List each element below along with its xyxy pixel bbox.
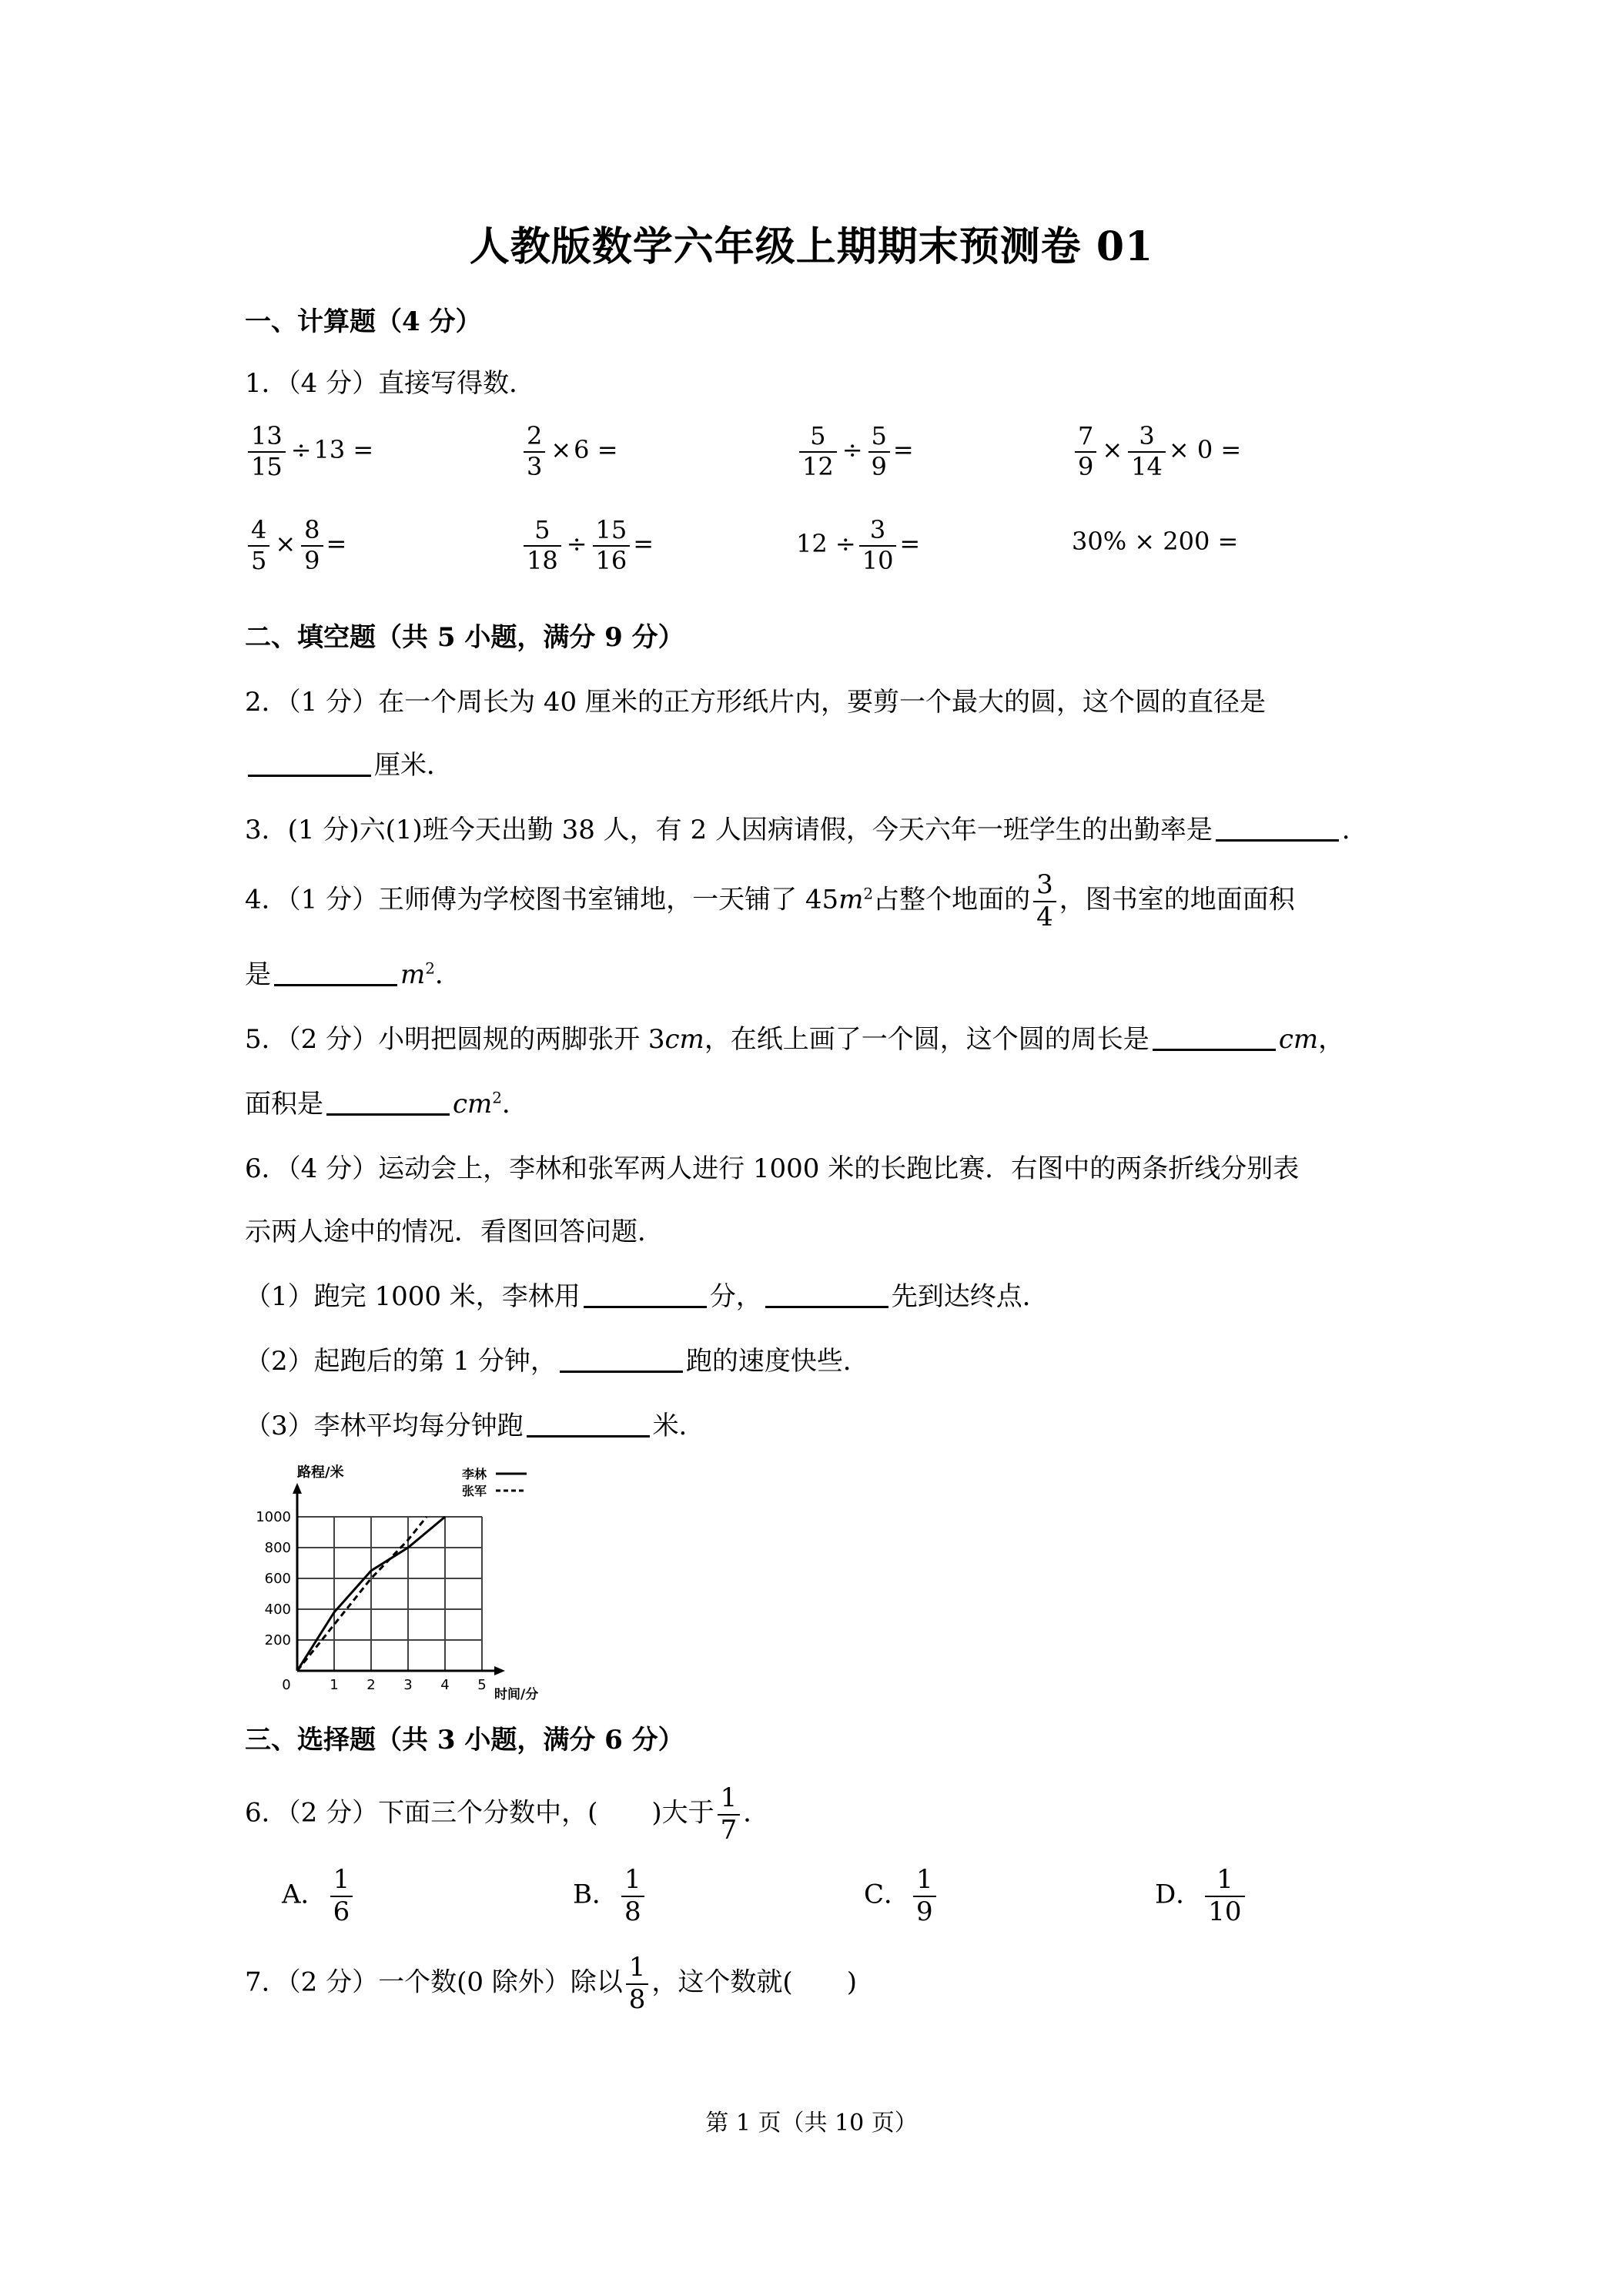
calc-item-3: $\frac{5}{12}$ ÷ $\frac{5}{9}$ =: [796, 423, 914, 480]
calc-item-5: $\frac{4}{5}$ × $\frac{8}{9}$ =: [245, 517, 346, 574]
calc-item-8: 30% × 200 =: [1072, 527, 1239, 556]
section-3-heading: 三、选择题（共 3 小题，满分 6 分）: [245, 1725, 684, 1755]
answer-blank[interactable]: [1216, 815, 1339, 842]
legend-label: 张军: [462, 1484, 487, 1498]
question-2: 2．（1 分）在一个周长为 40 厘米的正方形纸片内，要剪一个最大的圆，这个圆的直径是: [245, 687, 1266, 718]
answer-blank[interactable]: [274, 959, 397, 986]
y-tick-label: 1000: [256, 1509, 291, 1525]
question-5-cont: 面积是 $cm^2$．: [245, 1088, 529, 1120]
answer-blank[interactable]: [584, 1281, 707, 1308]
question-6-part-3: （3）李林平均每分钟跑 米．: [245, 1411, 705, 1441]
x-axis-label: 时间/分: [494, 1687, 539, 1702]
option-d[interactable]: D． $\frac{1}{10}$: [1155, 1866, 1248, 1926]
y-tick-label: 600: [264, 1571, 291, 1587]
answer-blank[interactable]: [560, 1346, 683, 1373]
calc-item-6: $\frac{5}{18}$ ÷ $\frac{15}{16}$ =: [520, 517, 654, 574]
x-tick-label: 5: [477, 1677, 487, 1693]
question-2-cont: 厘米．: [245, 744, 453, 782]
x-tick-label: 1: [330, 1677, 339, 1693]
y-tick-label: 800: [264, 1540, 291, 1556]
legend-label: 李林: [462, 1467, 487, 1481]
x-tick-label: 2: [366, 1677, 376, 1693]
question-7: 7．（2 分）一个数(0 除外）除以 $\frac{1}{8}$ ，这个数就( ): [245, 1952, 857, 2015]
page-footer: 第 1 页（共 10 页）: [705, 2110, 918, 2137]
question-6-part-1: （1）跑完 1000 米，李林用 分， 先到达终点．: [245, 1281, 1049, 1312]
question-4-cont: 是 $m^2$．: [245, 959, 461, 990]
chart-legend: [462, 1467, 527, 1498]
option-b[interactable]: B． $\frac{1}{8}$: [573, 1866, 648, 1926]
calc-item-1: $\frac{13}{15}$ ÷13 =: [245, 423, 373, 480]
answer-blank[interactable]: [1153, 1024, 1276, 1051]
x-axis-arrow: [494, 1666, 505, 1675]
answer-blank[interactable]: [765, 1281, 888, 1308]
question-1: 1．（4 分）直接写得数．: [245, 368, 536, 399]
question-5: 5．（2 分）小明把圆规的两脚张开 3cm，在纸上画了一个圆，这个圆的周长是 cm，: [245, 1024, 1345, 1055]
chart-grid: [297, 1517, 482, 1671]
x-tick-label: 4: [440, 1677, 450, 1693]
section-1-heading: 一、计算题（4 分）: [245, 306, 482, 337]
calc-item-2: $\frac{2}{3}$ ×6 =: [520, 423, 618, 480]
page-title: 人教版数学六年级上期期末预测卷 01: [469, 223, 1154, 270]
option-c[interactable]: C． $\frac{1}{9}$: [864, 1866, 939, 1926]
race-chart: [231, 1463, 585, 1709]
option-a[interactable]: A． $\frac{1}{6}$: [282, 1866, 356, 1926]
calc-item-4: $\frac{7}{9}$ × $\frac{3}{14}$ × 0 =: [1072, 423, 1241, 480]
answer-blank[interactable]: [326, 1089, 450, 1116]
answer-blank[interactable]: [248, 750, 371, 777]
series-line-张军: [297, 1517, 427, 1671]
question-3: 3．(1 分)六(1)班今天出勤 38 人，有 2 人因病请假，今天六年一班学生的出勤率是 ．: [245, 815, 1368, 845]
question-6-cont: 示两人途中的情况．看图回答问题．: [245, 1217, 664, 1247]
answer-blank[interactable]: [527, 1411, 650, 1438]
y-tick-label: 200: [264, 1632, 291, 1648]
x-tick-label: 0: [282, 1677, 291, 1693]
question-6-part-2: （2）起跑后的第 1 分钟， 跑的速度快些．: [245, 1346, 869, 1377]
question-4: 4．（1 分）王师傅为学校图书室铺地，一天铺了 $45m^2$占整个地面的 $\frac{3}{4}$ ，图书室的地面面积: [245, 869, 1295, 932]
question-6: 6．（4 分）运动会上，李林和张军两人进行 1000 米的长跑比赛．右图中的两条折线分别表: [245, 1153, 1300, 1184]
y-axis-arrow: [293, 1483, 302, 1494]
race-chart-svg: [231, 1463, 585, 1709]
calc-item-7: 12 ÷ $\frac{3}{10}$ =: [796, 515, 921, 575]
section-2-heading: 二、填空题（共 5 小题，满分 9 分）: [245, 622, 684, 653]
y-tick-label: 400: [264, 1602, 291, 1618]
y-axis-label: 路程/米: [297, 1464, 344, 1481]
question-6-choice: 6．（2 分）下面三个分数中，( )大于 $\frac{1}{7}$ ．: [245, 1782, 770, 1846]
x-tick-label: 3: [403, 1677, 413, 1693]
